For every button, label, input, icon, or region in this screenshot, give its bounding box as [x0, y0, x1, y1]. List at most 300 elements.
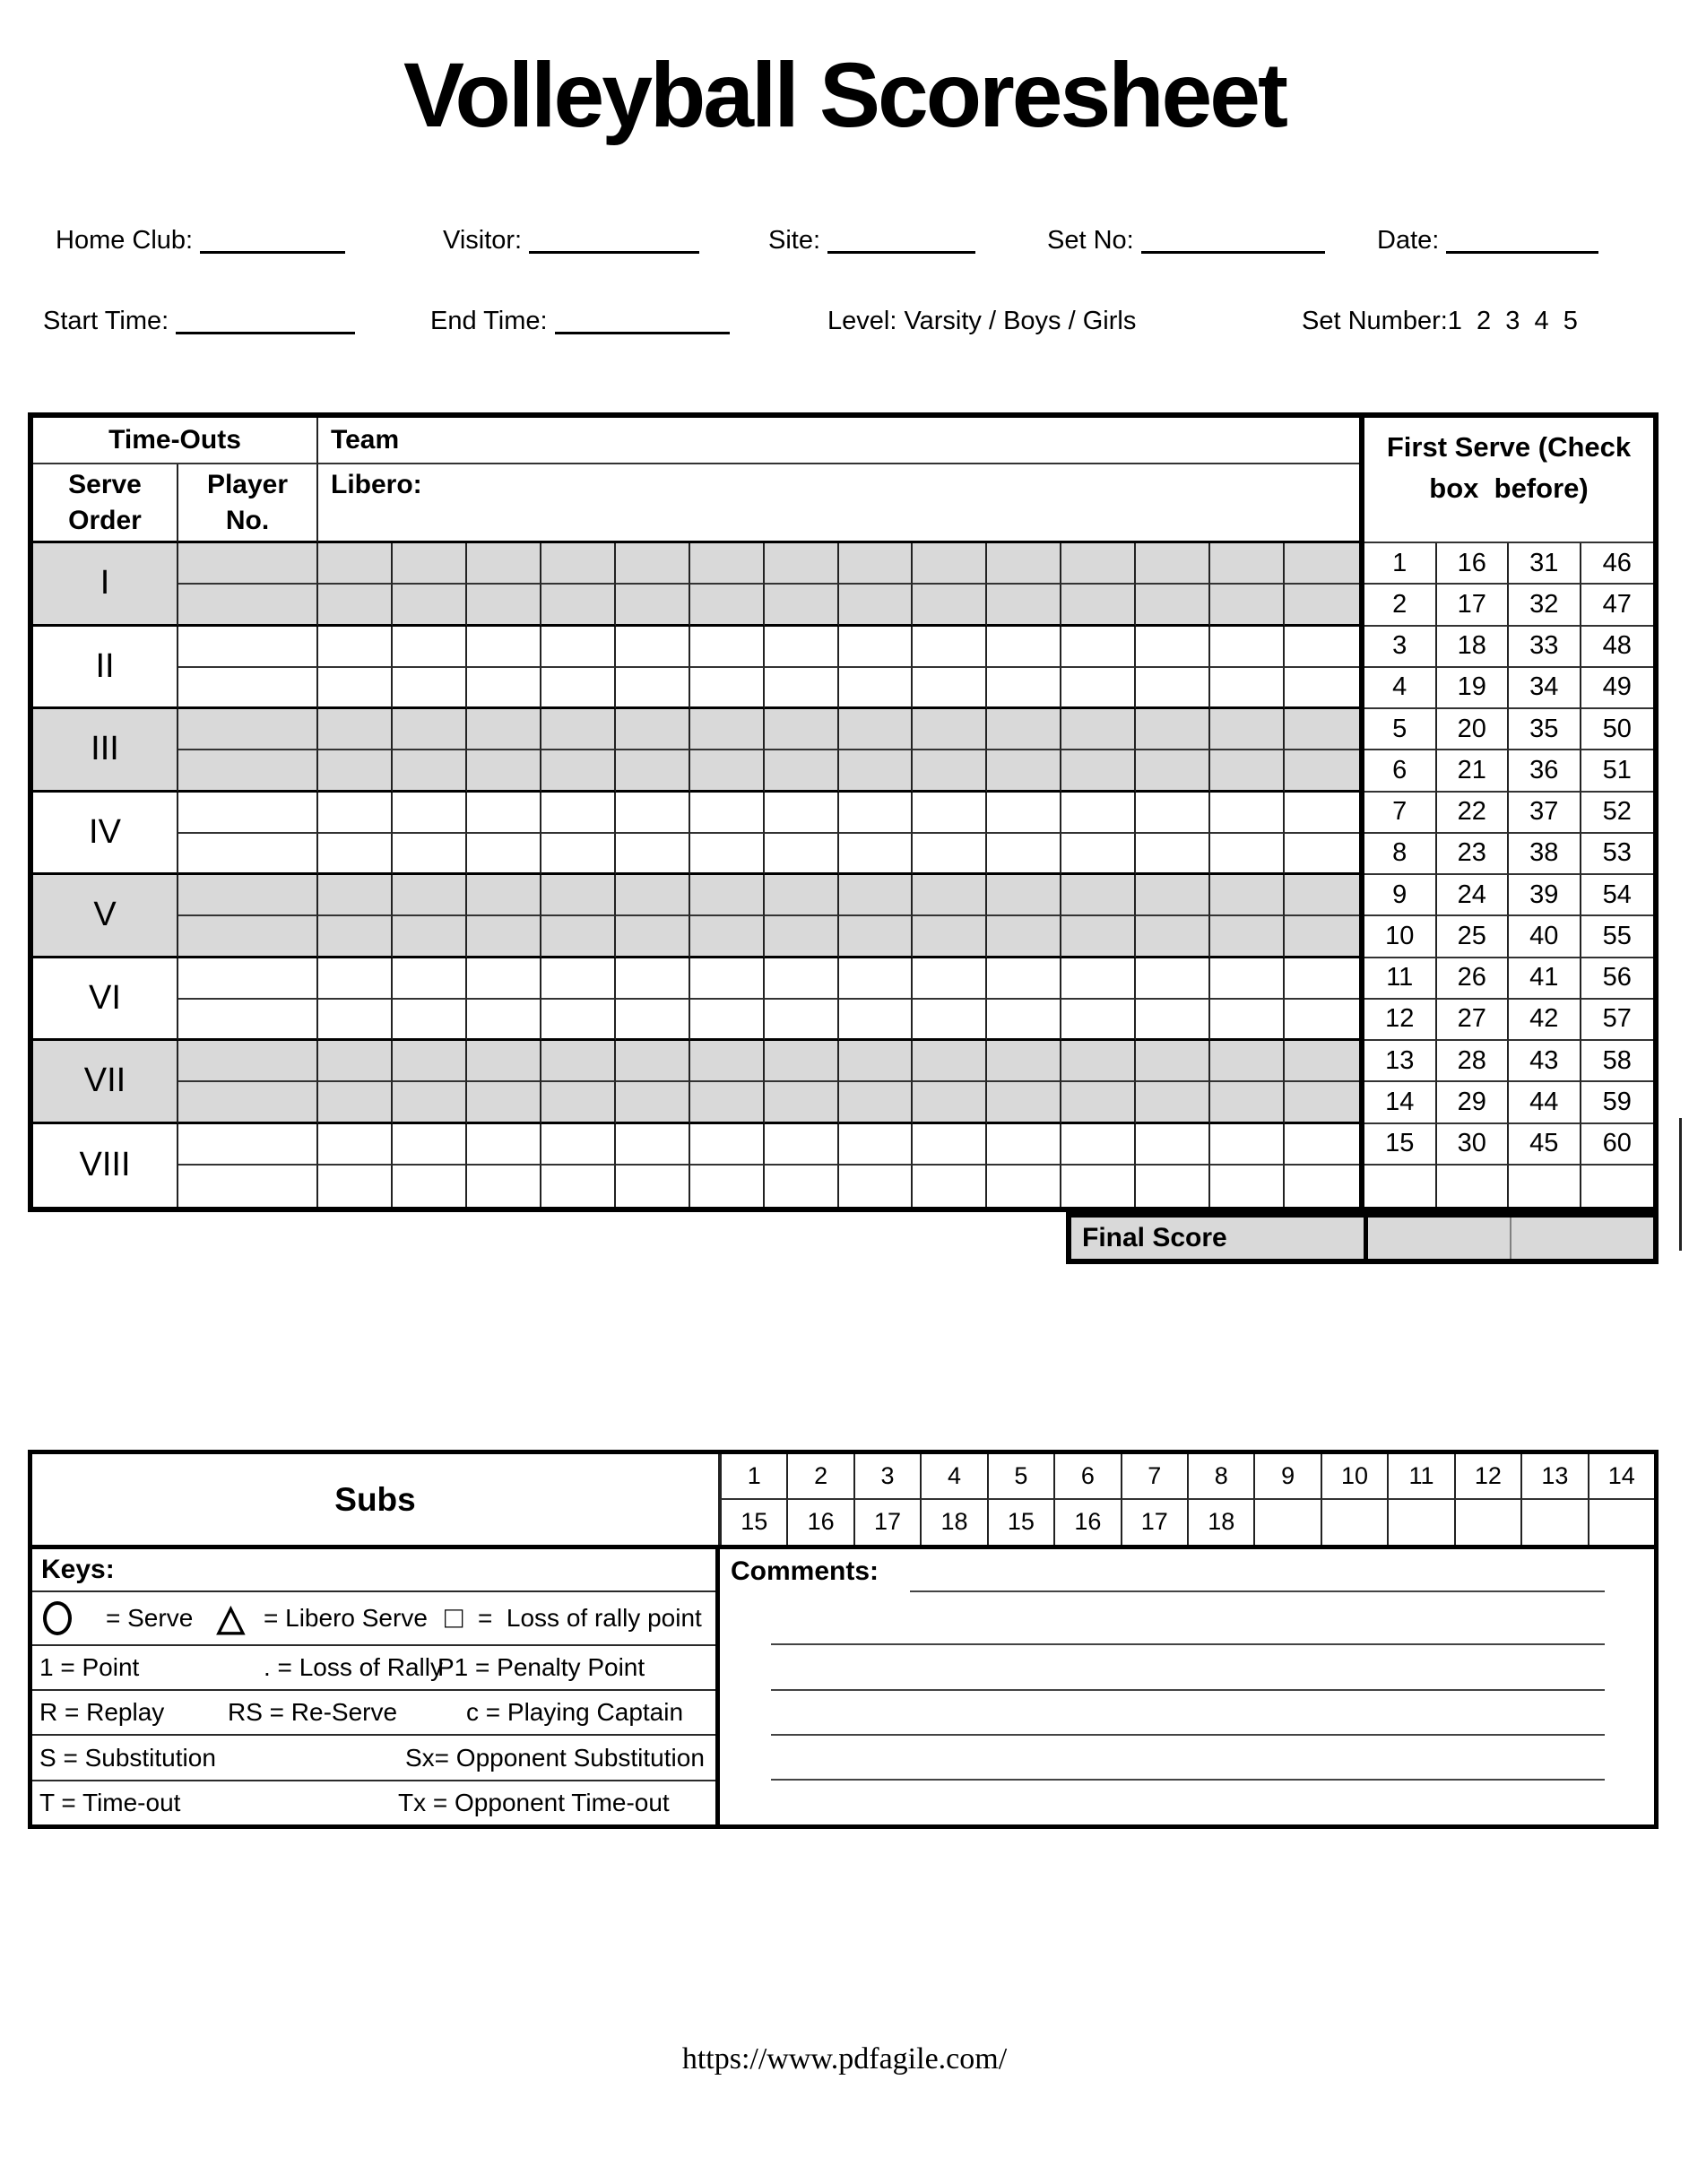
score-cell[interactable]	[1061, 1082, 1136, 1123]
score-cell[interactable]	[839, 709, 914, 750]
subs-number-cell[interactable]: 4	[920, 1454, 986, 1500]
score-cell[interactable]	[913, 1041, 987, 1082]
score-cell[interactable]	[318, 627, 393, 668]
score-cell[interactable]	[1061, 1124, 1136, 1166]
player-no-cell[interactable]	[178, 916, 318, 958]
score-cell[interactable]	[690, 543, 765, 585]
player-no-cell[interactable]	[178, 585, 318, 626]
score-cell[interactable]	[1136, 1082, 1210, 1123]
score-cell[interactable]	[1061, 1166, 1136, 1207]
score-cell[interactable]	[616, 668, 690, 709]
first-serve-number-cell[interactable]: 45	[1509, 1124, 1581, 1166]
player-no-cell[interactable]	[178, 875, 318, 916]
score-cell[interactable]	[765, 875, 839, 916]
home-club-input[interactable]	[200, 228, 345, 254]
score-cell[interactable]	[318, 1000, 393, 1041]
score-cell[interactable]	[690, 1041, 765, 1082]
score-cell[interactable]	[541, 1082, 616, 1123]
score-cell[interactable]	[690, 916, 765, 958]
score-cell[interactable]	[467, 793, 541, 834]
score-cell[interactable]	[839, 916, 914, 958]
score-cell[interactable]	[467, 585, 541, 626]
score-cell[interactable]	[690, 750, 765, 792]
score-cell[interactable]	[913, 834, 987, 875]
score-cell[interactable]	[839, 834, 914, 875]
score-cell[interactable]	[1285, 958, 1359, 1000]
score-cell[interactable]	[690, 1124, 765, 1166]
score-cell[interactable]	[987, 750, 1061, 792]
score-cell[interactable]	[393, 668, 467, 709]
first-serve-number-cell[interactable]: 11	[1364, 958, 1437, 1000]
score-cell[interactable]	[839, 543, 914, 585]
score-cell[interactable]	[616, 875, 690, 916]
first-serve-number-cell[interactable]: 12	[1364, 1000, 1437, 1041]
score-cell[interactable]	[765, 543, 839, 585]
subs-number-cell[interactable]: 8	[1187, 1454, 1253, 1500]
score-cell[interactable]	[913, 750, 987, 792]
first-serve-number-cell[interactable]: 22	[1437, 793, 1510, 834]
score-cell[interactable]	[541, 709, 616, 750]
score-cell[interactable]	[393, 834, 467, 875]
score-cell[interactable]	[1210, 709, 1285, 750]
score-cell[interactable]	[1210, 543, 1285, 585]
score-cell[interactable]	[913, 668, 987, 709]
first-serve-number-cell[interactable]: 51	[1581, 750, 1654, 792]
score-cell[interactable]	[987, 793, 1061, 834]
score-cell[interactable]	[1210, 1166, 1285, 1207]
score-cell[interactable]	[690, 834, 765, 875]
subs-number-cell[interactable]: 18	[920, 1500, 986, 1546]
score-cell[interactable]	[318, 916, 393, 958]
score-cell[interactable]	[1061, 1000, 1136, 1041]
subs-number-cell[interactable]: 13	[1520, 1454, 1587, 1500]
score-cell[interactable]	[1136, 1124, 1210, 1166]
score-cell[interactable]	[1210, 1041, 1285, 1082]
player-no-cell[interactable]	[178, 958, 318, 1000]
score-cell[interactable]	[467, 1166, 541, 1207]
score-cell[interactable]	[393, 1166, 467, 1207]
set-no-input[interactable]	[1141, 228, 1325, 254]
score-cell[interactable]	[616, 709, 690, 750]
score-cell[interactable]	[393, 543, 467, 585]
score-cell[interactable]	[541, 627, 616, 668]
score-cell[interactable]	[690, 627, 765, 668]
score-cell[interactable]	[839, 1166, 914, 1207]
score-cell[interactable]	[1061, 958, 1136, 1000]
subs-number-cell[interactable]: 3	[853, 1454, 920, 1500]
score-cell[interactable]	[616, 1000, 690, 1041]
player-no-cell[interactable]	[178, 627, 318, 668]
subs-number-cell[interactable]: 15	[720, 1500, 786, 1546]
score-cell[interactable]	[1136, 585, 1210, 626]
subs-number-cell[interactable]	[1454, 1500, 1520, 1546]
score-cell[interactable]	[690, 1082, 765, 1123]
final-score-visitor-cell[interactable]	[1511, 1218, 1653, 1259]
score-cell[interactable]	[1136, 750, 1210, 792]
score-cell[interactable]	[1061, 627, 1136, 668]
score-cell[interactable]	[987, 916, 1061, 958]
first-serve-number-cell[interactable]: 30	[1437, 1124, 1510, 1166]
score-cell[interactable]	[467, 668, 541, 709]
first-serve-number-cell[interactable]: 25	[1437, 916, 1510, 958]
score-cell[interactable]	[616, 585, 690, 626]
score-cell[interactable]	[1285, 627, 1359, 668]
score-cell[interactable]	[1210, 916, 1285, 958]
first-serve-number-cell[interactable]: 60	[1581, 1124, 1654, 1166]
score-cell[interactable]	[541, 958, 616, 1000]
score-cell[interactable]	[913, 1124, 987, 1166]
first-serve-number-cell[interactable]: 17	[1437, 585, 1510, 626]
subs-number-cell[interactable]: 1	[720, 1454, 786, 1500]
score-cell[interactable]	[1136, 709, 1210, 750]
score-cell[interactable]	[839, 627, 914, 668]
score-cell[interactable]	[1285, 709, 1359, 750]
score-cell[interactable]	[1136, 793, 1210, 834]
score-cell[interactable]	[690, 585, 765, 626]
score-cell[interactable]	[987, 709, 1061, 750]
first-serve-number-cell[interactable]: 20	[1437, 709, 1510, 750]
score-cell[interactable]	[541, 1124, 616, 1166]
score-cell[interactable]	[765, 834, 839, 875]
score-cell[interactable]	[1285, 1124, 1359, 1166]
score-cell[interactable]	[690, 875, 765, 916]
comment-line[interactable]	[910, 1590, 1605, 1592]
score-cell[interactable]	[393, 750, 467, 792]
first-serve-number-cell[interactable]: 37	[1509, 793, 1581, 834]
first-serve-number-cell[interactable]: 57	[1581, 1000, 1654, 1041]
first-serve-number-cell[interactable]: 47	[1581, 585, 1654, 626]
first-serve-number-cell[interactable]: 5	[1364, 709, 1437, 750]
score-cell[interactable]	[690, 793, 765, 834]
final-score-home-cell[interactable]	[1368, 1218, 1511, 1259]
subs-number-cell[interactable]: 18	[1187, 1500, 1253, 1546]
player-no-cell[interactable]	[178, 1041, 318, 1082]
score-cell[interactable]	[839, 1000, 914, 1041]
score-cell[interactable]	[913, 916, 987, 958]
first-serve-number-cell[interactable]	[1364, 1166, 1437, 1207]
score-cell[interactable]	[987, 543, 1061, 585]
first-serve-number-cell[interactable]: 59	[1581, 1082, 1654, 1123]
score-cell[interactable]	[616, 1082, 690, 1123]
first-serve-number-cell[interactable]: 2	[1364, 585, 1437, 626]
subs-number-cell[interactable]	[1387, 1500, 1453, 1546]
score-cell[interactable]	[1136, 543, 1210, 585]
comment-line[interactable]	[771, 1689, 1605, 1691]
score-cell[interactable]	[913, 793, 987, 834]
score-cell[interactable]	[541, 916, 616, 958]
score-cell[interactable]	[839, 958, 914, 1000]
score-cell[interactable]	[467, 543, 541, 585]
score-cell[interactable]	[1210, 875, 1285, 916]
score-cell[interactable]	[393, 1000, 467, 1041]
score-cell[interactable]	[913, 1000, 987, 1041]
score-cell[interactable]	[1285, 834, 1359, 875]
score-cell[interactable]	[393, 627, 467, 668]
score-cell[interactable]	[690, 709, 765, 750]
first-serve-number-cell[interactable]: 26	[1437, 958, 1510, 1000]
score-cell[interactable]	[1136, 1166, 1210, 1207]
score-cell[interactable]	[541, 668, 616, 709]
subs-number-cell[interactable]: 16	[1053, 1500, 1120, 1546]
score-cell[interactable]	[1061, 585, 1136, 626]
first-serve-number-cell[interactable]: 35	[1509, 709, 1581, 750]
subs-number-cell[interactable]: 17	[853, 1500, 920, 1546]
score-cell[interactable]	[1210, 750, 1285, 792]
score-cell[interactable]	[913, 1166, 987, 1207]
score-cell[interactable]	[467, 875, 541, 916]
first-serve-number-cell[interactable]: 43	[1509, 1041, 1581, 1082]
subs-number-cell[interactable]: 5	[987, 1454, 1053, 1500]
first-serve-number-cell[interactable]: 40	[1509, 916, 1581, 958]
score-cell[interactable]	[690, 1000, 765, 1041]
score-cell[interactable]	[1136, 1000, 1210, 1041]
score-cell[interactable]	[1210, 668, 1285, 709]
first-serve-number-cell[interactable]: 23	[1437, 834, 1510, 875]
first-serve-number-cell[interactable]: 21	[1437, 750, 1510, 792]
first-serve-number-cell[interactable]: 44	[1509, 1082, 1581, 1123]
score-cell[interactable]	[393, 709, 467, 750]
score-cell[interactable]	[839, 793, 914, 834]
first-serve-number-cell[interactable]: 52	[1581, 793, 1654, 834]
subs-number-cell[interactable]: 16	[786, 1500, 853, 1546]
first-serve-number-cell[interactable]: 50	[1581, 709, 1654, 750]
score-cell[interactable]	[318, 1166, 393, 1207]
player-no-cell[interactable]	[178, 709, 318, 750]
score-cell[interactable]	[1061, 916, 1136, 958]
first-serve-number-cell[interactable]: 29	[1437, 1082, 1510, 1123]
score-cell[interactable]	[467, 1082, 541, 1123]
first-serve-number-cell[interactable]	[1437, 1166, 1510, 1207]
score-cell[interactable]	[765, 585, 839, 626]
first-serve-number-cell[interactable]	[1581, 1166, 1654, 1207]
score-cell[interactable]	[1061, 750, 1136, 792]
score-cell[interactable]	[616, 1041, 690, 1082]
score-cell[interactable]	[913, 1082, 987, 1123]
first-serve-number-cell[interactable]: 9	[1364, 875, 1437, 916]
score-cell[interactable]	[1061, 1041, 1136, 1082]
first-serve-number-cell[interactable]: 14	[1364, 1082, 1437, 1123]
score-cell[interactable]	[1136, 627, 1210, 668]
first-serve-number-cell[interactable]: 31	[1509, 543, 1581, 585]
score-cell[interactable]	[765, 1082, 839, 1123]
player-no-cell[interactable]	[178, 750, 318, 792]
score-cell[interactable]	[318, 750, 393, 792]
score-cell[interactable]	[1210, 627, 1285, 668]
date-input[interactable]	[1446, 228, 1598, 254]
score-cell[interactable]	[839, 585, 914, 626]
score-cell[interactable]	[541, 793, 616, 834]
score-cell[interactable]	[1061, 875, 1136, 916]
first-serve-number-cell[interactable]: 48	[1581, 627, 1654, 668]
score-cell[interactable]	[616, 750, 690, 792]
score-cell[interactable]	[1136, 916, 1210, 958]
first-serve-number-cell[interactable]	[1509, 1166, 1581, 1207]
score-cell[interactable]	[467, 750, 541, 792]
score-cell[interactable]	[913, 958, 987, 1000]
score-cell[interactable]	[393, 1124, 467, 1166]
score-cell[interactable]	[318, 709, 393, 750]
subs-number-cell[interactable]: 10	[1321, 1454, 1387, 1500]
subs-number-cell[interactable]	[1253, 1500, 1320, 1546]
score-cell[interactable]	[1136, 668, 1210, 709]
score-cell[interactable]	[987, 627, 1061, 668]
score-cell[interactable]	[1210, 585, 1285, 626]
first-serve-number-cell[interactable]: 8	[1364, 834, 1437, 875]
score-cell[interactable]	[393, 875, 467, 916]
score-cell[interactable]	[765, 1000, 839, 1041]
player-no-cell[interactable]	[178, 1166, 318, 1207]
subs-number-cell[interactable]: 14	[1588, 1454, 1654, 1500]
score-cell[interactable]	[765, 668, 839, 709]
score-cell[interactable]	[1210, 1000, 1285, 1041]
score-cell[interactable]	[1285, 543, 1359, 585]
first-serve-number-cell[interactable]: 32	[1509, 585, 1581, 626]
first-serve-number-cell[interactable]: 15	[1364, 1124, 1437, 1166]
score-cell[interactable]	[765, 750, 839, 792]
score-cell[interactable]	[467, 627, 541, 668]
score-cell[interactable]	[1061, 543, 1136, 585]
score-cell[interactable]	[1210, 834, 1285, 875]
first-serve-number-cell[interactable]: 1	[1364, 543, 1437, 585]
score-cell[interactable]	[765, 627, 839, 668]
first-serve-number-cell[interactable]: 38	[1509, 834, 1581, 875]
player-no-cell[interactable]	[178, 834, 318, 875]
score-cell[interactable]	[467, 916, 541, 958]
subs-number-cell[interactable]: 2	[786, 1454, 853, 1500]
score-cell[interactable]	[765, 916, 839, 958]
score-cell[interactable]	[1136, 1041, 1210, 1082]
score-cell[interactable]	[541, 834, 616, 875]
score-cell[interactable]	[913, 627, 987, 668]
score-cell[interactable]	[616, 1166, 690, 1207]
first-serve-number-cell[interactable]: 10	[1364, 916, 1437, 958]
score-cell[interactable]	[913, 543, 987, 585]
subs-number-cell[interactable]: 11	[1387, 1454, 1453, 1500]
first-serve-number-cell[interactable]: 6	[1364, 750, 1437, 792]
score-cell[interactable]	[1285, 1041, 1359, 1082]
start-time-input[interactable]	[176, 308, 355, 334]
first-serve-number-cell[interactable]: 18	[1437, 627, 1510, 668]
comment-line[interactable]	[771, 1779, 1605, 1781]
player-no-cell[interactable]	[178, 1000, 318, 1041]
score-cell[interactable]	[913, 585, 987, 626]
score-cell[interactable]	[318, 834, 393, 875]
score-cell[interactable]	[987, 1124, 1061, 1166]
comment-line[interactable]	[771, 1734, 1605, 1736]
score-cell[interactable]	[541, 1000, 616, 1041]
first-serve-number-cell[interactable]: 34	[1509, 668, 1581, 709]
score-cell[interactable]	[541, 750, 616, 792]
score-cell[interactable]	[987, 668, 1061, 709]
end-time-input[interactable]	[555, 308, 730, 334]
player-no-cell[interactable]	[178, 1082, 318, 1123]
score-cell[interactable]	[839, 750, 914, 792]
score-cell[interactable]	[616, 627, 690, 668]
player-no-cell[interactable]	[178, 793, 318, 834]
score-cell[interactable]	[393, 585, 467, 626]
score-cell[interactable]	[987, 958, 1061, 1000]
score-cell[interactable]	[1285, 1000, 1359, 1041]
score-cell[interactable]	[467, 1124, 541, 1166]
subs-number-cell[interactable]: 9	[1253, 1454, 1320, 1500]
score-cell[interactable]	[1136, 834, 1210, 875]
score-cell[interactable]	[318, 1041, 393, 1082]
score-cell[interactable]	[1285, 668, 1359, 709]
score-cell[interactable]	[913, 875, 987, 916]
score-cell[interactable]	[987, 1082, 1061, 1123]
first-serve-number-cell[interactable]: 39	[1509, 875, 1581, 916]
subs-number-cell[interactable]: 17	[1121, 1500, 1187, 1546]
score-cell[interactable]	[1285, 916, 1359, 958]
score-cell[interactable]	[541, 543, 616, 585]
score-cell[interactable]	[318, 793, 393, 834]
score-cell[interactable]	[467, 1041, 541, 1082]
first-serve-number-cell[interactable]: 49	[1581, 668, 1654, 709]
score-cell[interactable]	[765, 1124, 839, 1166]
score-cell[interactable]	[393, 1041, 467, 1082]
score-cell[interactable]	[839, 875, 914, 916]
subs-number-cell[interactable]: 6	[1053, 1454, 1120, 1500]
score-cell[interactable]	[393, 1082, 467, 1123]
score-cell[interactable]	[839, 668, 914, 709]
subs-number-cell[interactable]	[1520, 1500, 1587, 1546]
score-cell[interactable]	[318, 585, 393, 626]
score-cell[interactable]	[1210, 1124, 1285, 1166]
subs-number-cell[interactable]	[1588, 1500, 1654, 1546]
score-cell[interactable]	[839, 1041, 914, 1082]
score-cell[interactable]	[1061, 793, 1136, 834]
comment-line[interactable]	[771, 1643, 1605, 1645]
first-serve-number-cell[interactable]: 24	[1437, 875, 1510, 916]
score-cell[interactable]	[839, 1124, 914, 1166]
first-serve-number-cell[interactable]: 4	[1364, 668, 1437, 709]
player-no-cell[interactable]	[178, 543, 318, 585]
subs-number-cell[interactable]: 7	[1121, 1454, 1187, 1500]
score-cell[interactable]	[393, 793, 467, 834]
score-cell[interactable]	[913, 709, 987, 750]
score-cell[interactable]	[1285, 750, 1359, 792]
score-cell[interactable]	[616, 958, 690, 1000]
first-serve-number-cell[interactable]: 7	[1364, 793, 1437, 834]
player-no-cell[interactable]	[178, 668, 318, 709]
score-cell[interactable]	[616, 1124, 690, 1166]
first-serve-number-cell[interactable]: 13	[1364, 1041, 1437, 1082]
score-cell[interactable]	[318, 543, 393, 585]
first-serve-number-cell[interactable]: 56	[1581, 958, 1654, 1000]
score-cell[interactable]	[467, 1000, 541, 1041]
first-serve-number-cell[interactable]: 46	[1581, 543, 1654, 585]
score-cell[interactable]	[1285, 1166, 1359, 1207]
score-cell[interactable]	[765, 1041, 839, 1082]
visitor-input[interactable]	[529, 228, 699, 254]
score-cell[interactable]	[616, 834, 690, 875]
score-cell[interactable]	[987, 875, 1061, 916]
score-cell[interactable]	[1136, 958, 1210, 1000]
score-cell[interactable]	[541, 1166, 616, 1207]
first-serve-number-cell[interactable]: 41	[1509, 958, 1581, 1000]
score-cell[interactable]	[1210, 793, 1285, 834]
score-cell[interactable]	[987, 1041, 1061, 1082]
score-cell[interactable]	[987, 585, 1061, 626]
score-cell[interactable]	[839, 1082, 914, 1123]
score-cell[interactable]	[467, 958, 541, 1000]
score-cell[interactable]	[318, 668, 393, 709]
score-cell[interactable]	[1285, 1082, 1359, 1123]
score-cell[interactable]	[318, 1082, 393, 1123]
first-serve-number-cell[interactable]: 58	[1581, 1041, 1654, 1082]
score-cell[interactable]	[1061, 709, 1136, 750]
score-cell[interactable]	[467, 709, 541, 750]
